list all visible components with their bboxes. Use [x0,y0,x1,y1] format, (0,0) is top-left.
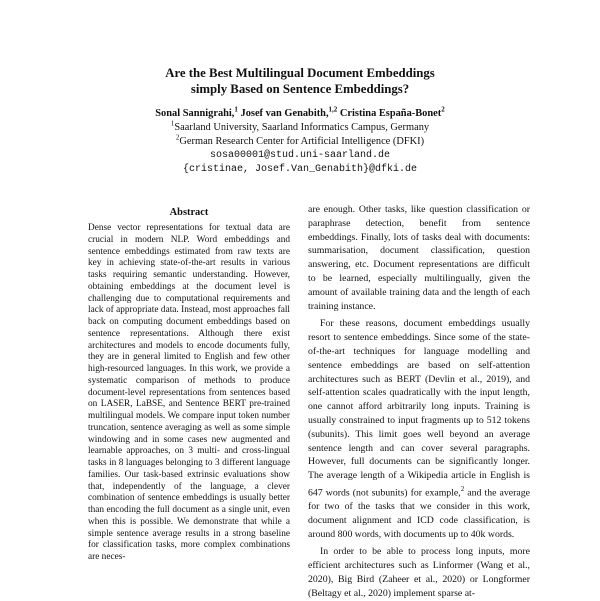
author-names [0,107,600,121]
body-paragraph-1: are enough. Other tasks, like question classification or paraphrase detection, benefit from sentence embeddings. Finally, lots of tasks deal with documents: summarisation, document classification, question answering, etc. Document representations are difficult to be learned, especially multilingually, given the amount of available training data and the length of each training instance. [308,204,530,312]
affiliation-2-text: German Research Center for Artificial Intelligence (DFKI) [179,136,425,147]
body-paragraph-2-end: and the average for two of the tasks that we consider in this work, document alignment and ICD code classification, is around 800 words, with documents up to 40k words. [308,487,530,540]
author-1: Sonal Sannigrahi, [155,108,235,119]
footnote-mark-2[interactable]: 2 [460,484,465,493]
author-3: Cristina España-Bonet [337,108,442,119]
author-3-affil: 2 [441,105,445,114]
body-paragraph-2-text: For these reasons, document embeddings usually resort to sentence embeddings. Since some of the state-of-the-art techniques for language modelling and sentence embeddings are based on self-attention architectures such as BERT (Devlin et al., 2019), and self-attention scales quadratically with the input length, one cannot afford arbitrarily long inputs. Training is usually constrained to input fragments up to 512 tokens (subunits). This limit goes well beyond an average sentence length and can cover several paragraphs. However, full documents can be significantly longer. The average length of a Wikipedia article in English is 647 words (not subunits) for example, [308,318,530,499]
affiliation-1-text: Saarland University, Saarland Informatics Campus, Germany [174,122,430,133]
title-line-2: simply Based on Sentence Embeddings? [190,82,410,96]
abstract-section [88,206,290,564]
email-1: sosa00001@stud.uni-saarland.de [209,150,391,161]
body-column-right [308,203,530,601]
abstract-heading: Abstract [169,207,209,218]
affiliation-1-mark: 1 [170,119,175,128]
abstract-text: Dense vector representations for textual data are crucial in modern NLP. Word embeddings and sentence embeddings estimated from raw texts are key in achieving state-of-the-art results in various tasks requiring semantic understanding. However, obtaining embeddings at the document level is challenging due to computational requirements and lack of appropriate data. Instead, most approaches fall back on computing document embeddings based on sentence representations. Although there exist architectures and models to encode documents fully, they are in general limited to English and few other high-resourced languages. In this work, we provide a systematic comparison of methods to produce document-level representations from sentences based on LASER, LaBSE, and Sentence BERT pre-trained multilingual models. We compare input token number truncation, sentence averaging as well as some simple windowing and in some cases new augmented and learnable approaches, on 3 multi- and cross-lingual tasks in 8 languages belonging to 3 different language families. Our task-based extrinsic evaluations show that, independently of the language, a clever combination of sentence embeddings is usually better than encoding the full document as a single unit, even when this is possible. We demonstrate that while a simple sentence average results in a strong baseline for classification tasks, more complex combinations are neces- [88,223,290,562]
author-2: Josef van Genabith, [237,108,329,119]
body-paragraph-3: In order to be able to process long inputs, more efficient architectures such as Linformer (Wang et al., 2020), Big Bird (Zaheer et al., 2020) or Longformer (Beltagy et al., 2020) implement sparse at- [308,546,530,599]
title-line-1: Are the Best Multilingual Document Embeddings [165,66,435,80]
paper-title [0,65,600,97]
affiliation-2 [0,135,600,149]
affiliation-1 [0,121,600,135]
author-1-affil: 1 [234,105,238,114]
affiliation-2-mark: 2 [175,133,180,142]
email-2: {cristinae, Josef.Van_Genabith}@dfki.de [182,164,418,175]
author-block [0,107,600,177]
body-paragraph-2 [308,317,530,541]
author-2-affil: 1,2 [328,105,338,114]
